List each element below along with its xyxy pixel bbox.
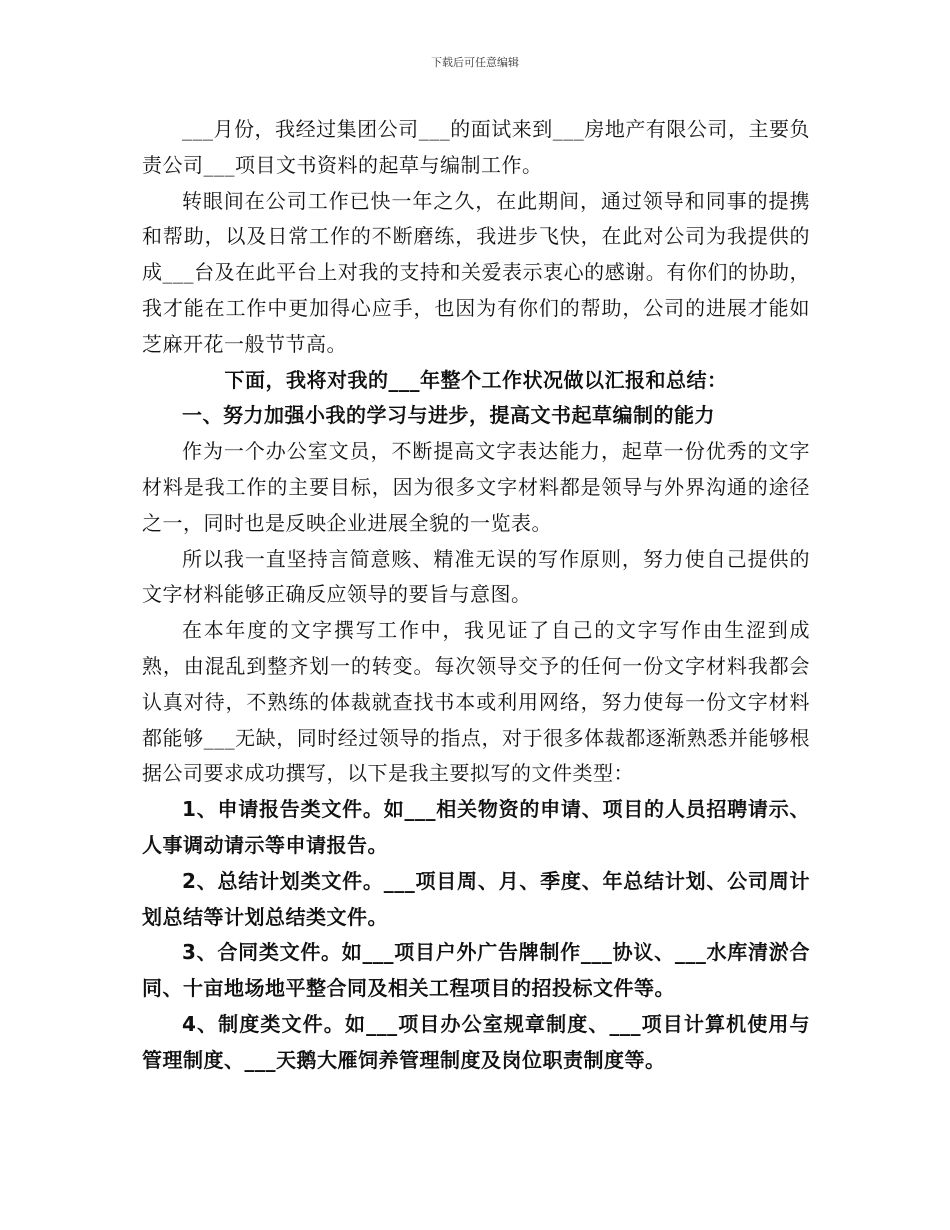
paragraph-thanks: 转眼间在公司工作已快一年之久，在此期间，通过领导和同事的提携和帮助，以及日常工作的不断磨练，我进步飞快，在此对公司为我提供的成___台及在此平台上对我的支持和关爱表示衷心的感谢。有你们的协助，我才能在工作中更加得心应手，也因为有你们的帮助，公司的进展才能如芝麻开花一般节节高。 xyxy=(142,188,810,356)
document-body xyxy=(142,112,810,1079)
list-item-3: 3、合同类文件。如___项目户外广告牌制作___协议、___水库清淤合同、十亩地场地平整合同及相关工程项目的招投标文件等。 xyxy=(142,940,810,1001)
list-item-1: 1、申请报告类文件。如___相关物资的申请、项目的人员招聘请示、人事调动请示等申请报告。 xyxy=(142,797,810,857)
list-item-4: 4、制度类文件。如___项目办公室规章制度、___项目计算机使用与管理制度、___天鹅大雁饲养管理制度及岗位职责制度等。 xyxy=(142,1011,810,1072)
paragraph-intro: ___月份，我经过集团公司___的面试来到___房地产有限公司，主要负责公司___项目文书资料的起草与编制工作。 xyxy=(142,117,810,177)
list-item-2: 2、总结计划类文件。___项目周、月、季度、年总结计划、公司周计划总结等计划总结类文件。 xyxy=(142,868,810,929)
paragraph-role: 作为一个办公室文员，不断提高文字表达能力，起草一份优秀的文字材料是我工作的主要目标，因为很多文字材料都是领导与外界沟通的途径之一，同时也是反映企业进展全貌的一览表。 xyxy=(142,439,810,535)
paragraph-growth: 在本年度的文字撰写工作中，我见证了自己的文字写作由生涩到成熟，由混乱到整齐划一的转变。每次领导交予的任何一份文字材料我都会认真对待，不熟练的体裁就查找书本或利用网络，努力使每一份文字材料都能够___无缺，同时经过领导的指点，对于很多体裁都逐渐熟悉并能够根据公司要求成功撰写，以下是我主要拟写的文件类型： xyxy=(142,618,810,786)
header-note: 下载后可任意编辑 xyxy=(431,56,519,69)
section-heading-1: 一、努力加强小我的学习与进步，提高文书起草编制的能力 xyxy=(182,403,715,428)
paragraph-principle: 所以我一直坚持言简意赅、精准无误的写作原则，努力使自己提供的文字材料能够正确反应领导的要旨与意图。 xyxy=(142,546,810,607)
summary-heading: 下面，我将对我的___年整个工作状况做以汇报和总结： xyxy=(224,367,728,392)
